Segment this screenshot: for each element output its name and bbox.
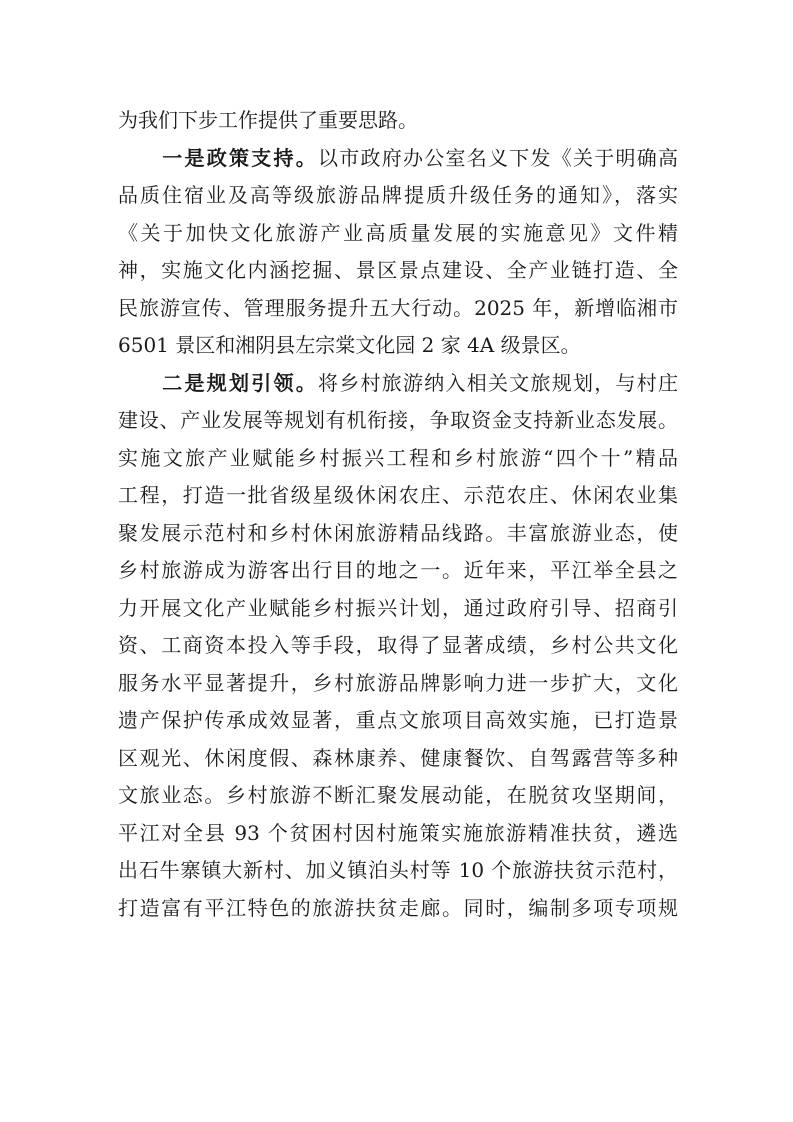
paragraph-heading-policy: 一是政策支持。 — [161, 145, 318, 170]
text-line — [118, 515, 678, 553]
line-text: 出石牛寨镇大新村、加义镇泊头村等 10 个旅游扶贫示范村， — [118, 858, 678, 882]
line-text: 神，实施文化内涵挖掘、景区景点建设、全产业链打造、全 — [118, 258, 678, 282]
line-text: 遗产保护传承成效显著，重点文旅项目高效实施，已打造景 — [118, 708, 678, 732]
text-line — [118, 890, 678, 928]
text-line — [118, 290, 678, 328]
text-line — [118, 815, 678, 853]
line-text: 平江对全县 93 个贫困村因村施策实施旅游精准扶贫，遴选 — [118, 820, 678, 845]
text-line — [118, 590, 678, 628]
line-text: 以市政府办公室名义下发《关于明确高 — [318, 145, 678, 170]
line-text: 《关于加快文化旅游产业高质量发展的实施意见》文件精 — [118, 220, 678, 245]
paragraph-policy-first-line — [118, 140, 678, 178]
text-line — [118, 552, 678, 590]
line-text: 为我们下步工作提供了重要思路。 — [118, 108, 418, 132]
line-text: 资、工商资本投入等手段，取得了显著成绩，乡村公共文化 — [118, 633, 678, 657]
text-line — [118, 327, 678, 365]
line-text: 文旅业态。乡村旅游不断汇聚发展动能，在脱贫攻坚期间， — [118, 783, 678, 807]
line-text: 民旅游宣传、管理服务提升五大行动。2025 年，新增临湘市 — [118, 295, 678, 320]
text-line — [118, 702, 678, 740]
line-text: 聚发展示范村和乡村休闲旅游精品线路。丰富旅游业态，使 — [118, 520, 678, 545]
line-text: 区观光、休闲度假、森林康养、健康餐饮、自驾露营等多种 — [118, 745, 678, 770]
line-text: 实施文旅产业赋能乡村振兴工程和乡村旅游“四个十”精品 — [118, 445, 678, 470]
text-line — [118, 402, 678, 440]
body-text — [118, 102, 678, 927]
line-text: 6501 景区和湘阴县左宗棠文化园 2 家 4A 级景区。 — [118, 333, 581, 357]
text-line — [118, 252, 678, 290]
text-line — [118, 627, 678, 665]
paragraph-planning-first-line — [118, 365, 678, 403]
text-line — [118, 852, 678, 890]
text-line — [118, 740, 678, 778]
text-line — [118, 177, 678, 215]
text-line — [118, 102, 678, 140]
text-line — [118, 215, 678, 253]
line-text: 乡村旅游成为游客出行目的地之一。近年来，平江举全县之 — [118, 558, 678, 582]
line-text: 打造富有平江特色的旅游扶贫走廊。同时，编制多项专项规 — [118, 895, 678, 920]
text-line — [118, 665, 678, 703]
line-text: 力开展文化产业赋能乡村振兴计划，通过政府引导、招商引 — [118, 595, 678, 620]
line-text: 工程，打造一批省级星级休闲农庄、示范农庄、休闲农业集 — [118, 483, 678, 507]
line-text: 建设、产业发展等规划有机衔接，争取资金支持新业态发展。 — [118, 408, 678, 432]
line-text: 品质住宿业及高等级旅游品牌提质升级任务的通知》，落实 — [118, 183, 678, 207]
line-text: 将乡村旅游纳入相关文旅规划，与村庄 — [318, 370, 678, 395]
line-text: 服务水平显著提升，乡村旅游品牌影响力进一步扩大，文化 — [118, 670, 678, 695]
text-line — [118, 440, 678, 478]
text-line — [118, 777, 678, 815]
text-line — [118, 477, 678, 515]
paragraph-heading-planning: 二是规划引领。 — [161, 370, 318, 395]
